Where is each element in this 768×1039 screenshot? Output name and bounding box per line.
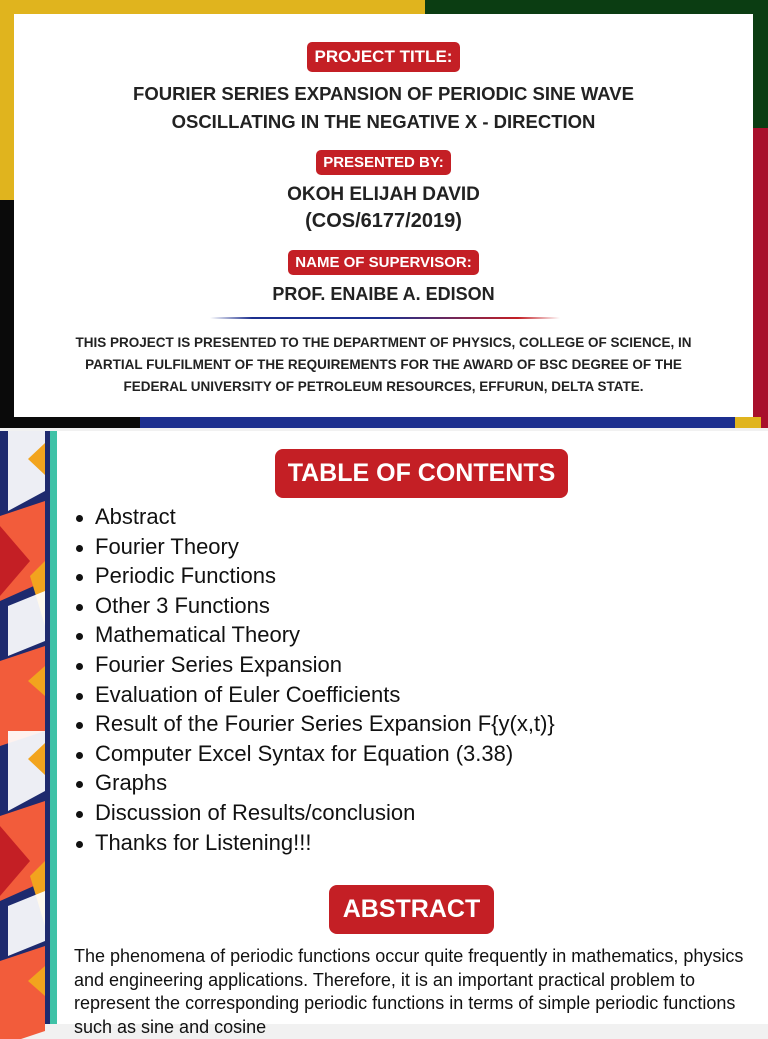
project-title-line: OSCILLATING IN THE NEGATIVE X - DIRECTION (171, 111, 596, 132)
project-title (14, 80, 753, 136)
presenter (14, 181, 753, 235)
project-title-label: PROJECT TITLE: (307, 42, 461, 72)
statement-line: PARTIAL FULFILMENT OF THE REQUIREMENTS FOR THE AWARD OF BSC DEGREE OF THE (85, 357, 682, 372)
contents-slide (0, 431, 768, 1037)
presented-by-label-row (14, 150, 753, 175)
statement-line: FEDERAL UNIVERSITY OF PETROLEUM RESOURCES, EFFURUN, DELTA STATE. (123, 379, 644, 394)
toc-list (74, 502, 754, 857)
supervisor-label: NAME OF SUPERVISOR: (288, 250, 478, 275)
toc-item-discussion: Discussion of Results/conclusion (74, 798, 754, 828)
supervisor-label-row (14, 250, 753, 275)
presenter-name: OKOH ELIJAH DAVID (287, 184, 480, 205)
teal-accent-bar (50, 431, 57, 1024)
toc-item-graphs: Graphs (74, 768, 754, 798)
frame-gold-top (0, 0, 425, 14)
presented-by-label: PRESENTED BY: (316, 150, 451, 175)
toc-item-abstract: Abstract (74, 502, 754, 532)
frame-gold-left (0, 0, 14, 200)
toc-item-other-functions: Other 3 Functions (74, 591, 754, 621)
project-title-label-row (14, 42, 753, 72)
toc-heading: TABLE OF CONTENTS (275, 449, 568, 498)
frame-navy-bottom (140, 417, 735, 428)
title-card (14, 14, 753, 417)
toc-item-thanks: Thanks for Listening!!! (74, 828, 754, 858)
frame-green-top (425, 0, 768, 14)
toc-item-fourier-theory: Fourier Theory (74, 532, 754, 562)
frame-gold-bottom (735, 417, 761, 428)
toc-item-fourier-series-expansion: Fourier Series Expansion (74, 650, 754, 680)
toc-item-periodic-functions: Periodic Functions (74, 561, 754, 591)
frame-crimson-right (753, 128, 768, 428)
geometric-pattern (0, 431, 57, 1024)
title-slide (0, 0, 768, 428)
decorative-side-strip (0, 431, 57, 1024)
divider (210, 317, 560, 319)
toc-item-expansion-result: Result of the Fourier Series Expansion F{y(x,t)} (74, 709, 754, 739)
abstract-text: The phenomena of periodic functions occur quite frequently in mathematics, physics and engineering applications. Therefore, it is an important practical problem to represent the corresponding periodic functions in terms of simple periodic functions such as sine and cosine (74, 946, 744, 1037)
submission-statement (24, 332, 743, 398)
statement-line: THIS PROJECT IS PRESENTED TO THE DEPARTMENT OF PHYSICS, COLLEGE OF SCIENCE, IN (75, 335, 692, 350)
presenter-id: (COS/6177/2019) (305, 210, 462, 232)
supervisor-name: PROF. ENAIBE A. EDISON (272, 284, 495, 304)
project-title-line: FOURIER SERIES EXPANSION OF PERIODIC SINE WAVE (133, 83, 634, 104)
frame-green-right (753, 0, 768, 128)
toc-item-mathematical-theory: Mathematical Theory (74, 620, 754, 650)
toc-item-excel-syntax: Computer Excel Syntax for Equation (3.38) (74, 739, 754, 769)
toc-item-euler-coefficients: Evaluation of Euler Coefficients (74, 680, 754, 710)
abstract-heading: ABSTRACT (329, 885, 494, 934)
